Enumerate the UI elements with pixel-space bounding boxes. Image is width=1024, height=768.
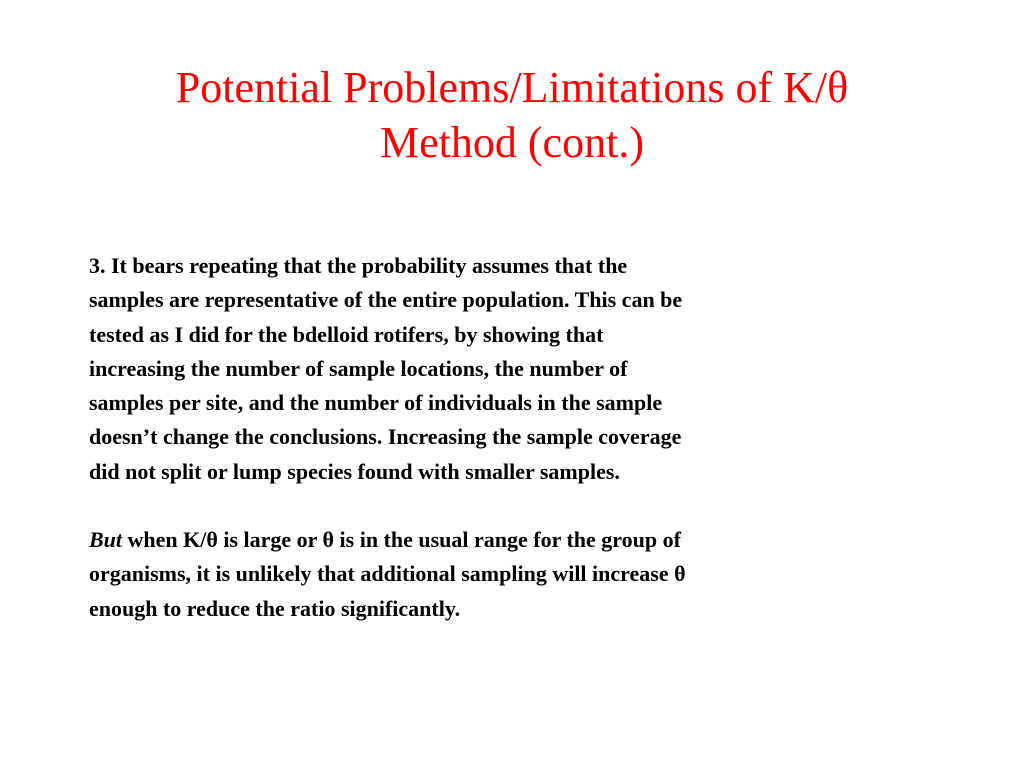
slide-title-line-2: Method (cont.) [380, 118, 644, 167]
paragraph-line: doesn’t change the conclusions. Increasing the sample coverage [89, 424, 682, 450]
paragraph-line: samples are representative of the entire population. This can be [89, 287, 683, 313]
paragraph-line: organisms, it is unlikely that additional sampling will increase θ [89, 561, 686, 587]
paragraph-line: 3. It bears repeating that the probability assumes that the [89, 253, 628, 278]
paragraph-line: enough to reduce the ratio significantly. [89, 595, 461, 621]
paragraph-but [89, 523, 939, 626]
paragraph-line [89, 523, 939, 557]
paragraph-line: tested as I did for the bdelloid rotifers, by showing that [89, 321, 604, 347]
slide-body [89, 249, 939, 626]
paragraph-spacer [89, 489, 939, 523]
paragraph-line-rest: when K/θ is large or θ is in the usual range for the group of [122, 527, 681, 553]
paragraph-line: did not split or lump species found with smaller samples. [89, 458, 620, 484]
paragraph-line: samples per site, and the number of individuals in the sample [89, 390, 663, 416]
slide-title-line-1: Potential Problems/Limitations of K/θ [175, 63, 849, 112]
paragraph-point-3 [89, 249, 939, 489]
emphasis-but: But [89, 527, 123, 553]
paragraph-line: increasing the number of sample locations, the number of [89, 355, 628, 381]
slide-title [60, 60, 964, 170]
